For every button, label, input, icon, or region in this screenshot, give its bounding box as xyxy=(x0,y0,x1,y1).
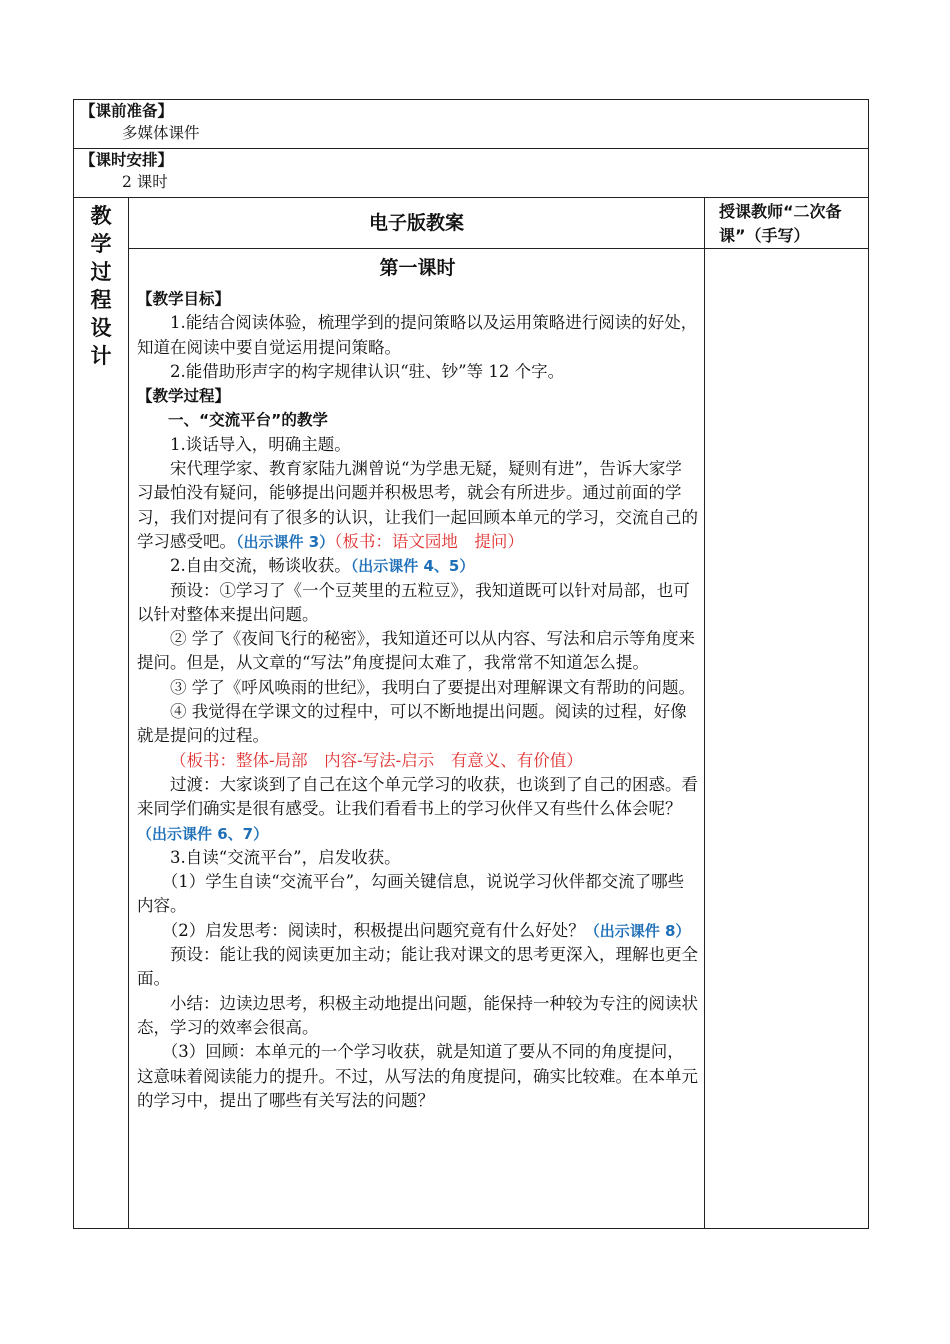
summary: 小结：边读边思考，积极主动地提出问题，能保持一种较为专注的阅读状态，学习的效率会很高。 xyxy=(137,993,698,1037)
header-row xyxy=(74,198,869,249)
sub-step-1: （1）学生自读“交流平台”，勾画关键信息，说说学习伙伴都交流了哪些内容。 xyxy=(137,872,685,916)
goals-heading: 【教学目标】 xyxy=(137,290,231,308)
goal-2: 2.能借助形声字的构字规律认识“驻、钞”等 12 个字。 xyxy=(170,361,565,381)
prep-row xyxy=(74,100,869,149)
preset-1: 预设：①学习了《一个豆荚里的五粒豆》，我知道既可以针对局部，也可以针对整体来提出问题。 xyxy=(137,580,690,624)
lesson-plan-page xyxy=(73,99,868,1229)
preset-4: ④ 我觉得在学课文的过程中，可以不断地提出问题。阅读的过程，好像就是提问的过程。 xyxy=(137,702,687,746)
process-heading: 【教学过程】 xyxy=(137,387,231,406)
side-label: 教 学 过 程 设 计 xyxy=(90,204,112,368)
slide-ref-8: （出示课件 8） xyxy=(584,921,691,940)
step-1: 1.谈话导入，明确主题。 xyxy=(170,434,351,454)
slide-ref-4-5: （出示课件 4、5） xyxy=(350,557,475,576)
content-cell xyxy=(129,249,705,1229)
goal-1: 1.能结合阅读体验，梳理学到的提问策略以及运用策略进行阅读的好处，知道在阅读中要自觉运用提问策略。 xyxy=(137,313,698,357)
slide-ref-6-7: （出示课件 6、7） xyxy=(137,824,269,843)
schedule-text: 2 课时 xyxy=(122,173,168,191)
lesson-plan-table xyxy=(73,99,869,1229)
doc-title: 电子版教案 xyxy=(368,212,464,234)
schedule-heading: 【课时安排】 xyxy=(80,151,174,169)
sub-step-2: （2）启发思考：阅读时，积极提出问题究竟有什么好处？（出示课件 8） xyxy=(161,920,691,940)
step-3: 3.自读“交流平台”，启发收获。 xyxy=(170,847,401,867)
preset-3: ③ 学了《呼风唤雨的世纪》，我明白了要提出对理解课文有帮助的问题。 xyxy=(170,677,695,697)
transition: 过渡：大家谈到了自己在这个单元学习的收获，也谈到了自己的困惑。看来同学们确实是很有感受。让我们看看书上的学习伙伴又有些什么体会呢？（出示课件 6、7） xyxy=(137,774,698,843)
board-note-1: （板书：语文园地 提问） xyxy=(334,531,524,551)
slide-ref-3: （出示课件 3） xyxy=(236,532,335,551)
second-prep-title: 授课教师“二次备课”（手写） xyxy=(719,202,842,245)
side-label-cell xyxy=(74,198,129,1229)
preset-2: ② 学了《夜间飞行的秘密》，我知道还可以从内容、写法和启示等角度来提问。但是，从文章的“写法”角度提问太难了，我常常不知道怎么提。 xyxy=(137,629,695,673)
lesson-title: 第一课时 xyxy=(379,257,456,279)
body-row xyxy=(74,249,869,1229)
step-2: 2.自由交流，畅谈收获。（出示课件 4、5） xyxy=(170,556,475,576)
handwritten-notes-cell xyxy=(705,249,869,1229)
board-note-2: （板书：整体-局部 内容-写法-启示 有意义、有价值） xyxy=(170,750,583,770)
intro-paragraph: 宋代理学家、教育家陆九渊曾说“为学患无疑，疑则有进”，告诉大家学习最怕没有疑问，能够提出问题并积极思考，就会有所进步。通过前面的学习，我们对提问有了很多的认识，让我们一起回顾本单元的学习，交流自己的学习感受吧。（出示课件 3）（板书：语文园地 提问） xyxy=(137,459,698,551)
schedule-row xyxy=(74,149,869,198)
prep-heading: 【课前准备】 xyxy=(80,102,174,120)
preset-5: 预设：能让我的阅读更加主动；能让我对课文的思考更深入，理解也更全面。 xyxy=(137,945,698,989)
part1-title: 一、“交流平台”的教学 xyxy=(168,411,328,430)
sub-step-3: （3）回顾：本单元的一个学习收获，就是知道了要从不同的角度提问，这意味着阅读能力的提升。不过，从写法的角度提问，确实比较难。在本单元的学习中，提出了哪些有关写法的问题？ xyxy=(137,1042,698,1110)
prep-text: 多媒体课件 xyxy=(122,124,200,142)
